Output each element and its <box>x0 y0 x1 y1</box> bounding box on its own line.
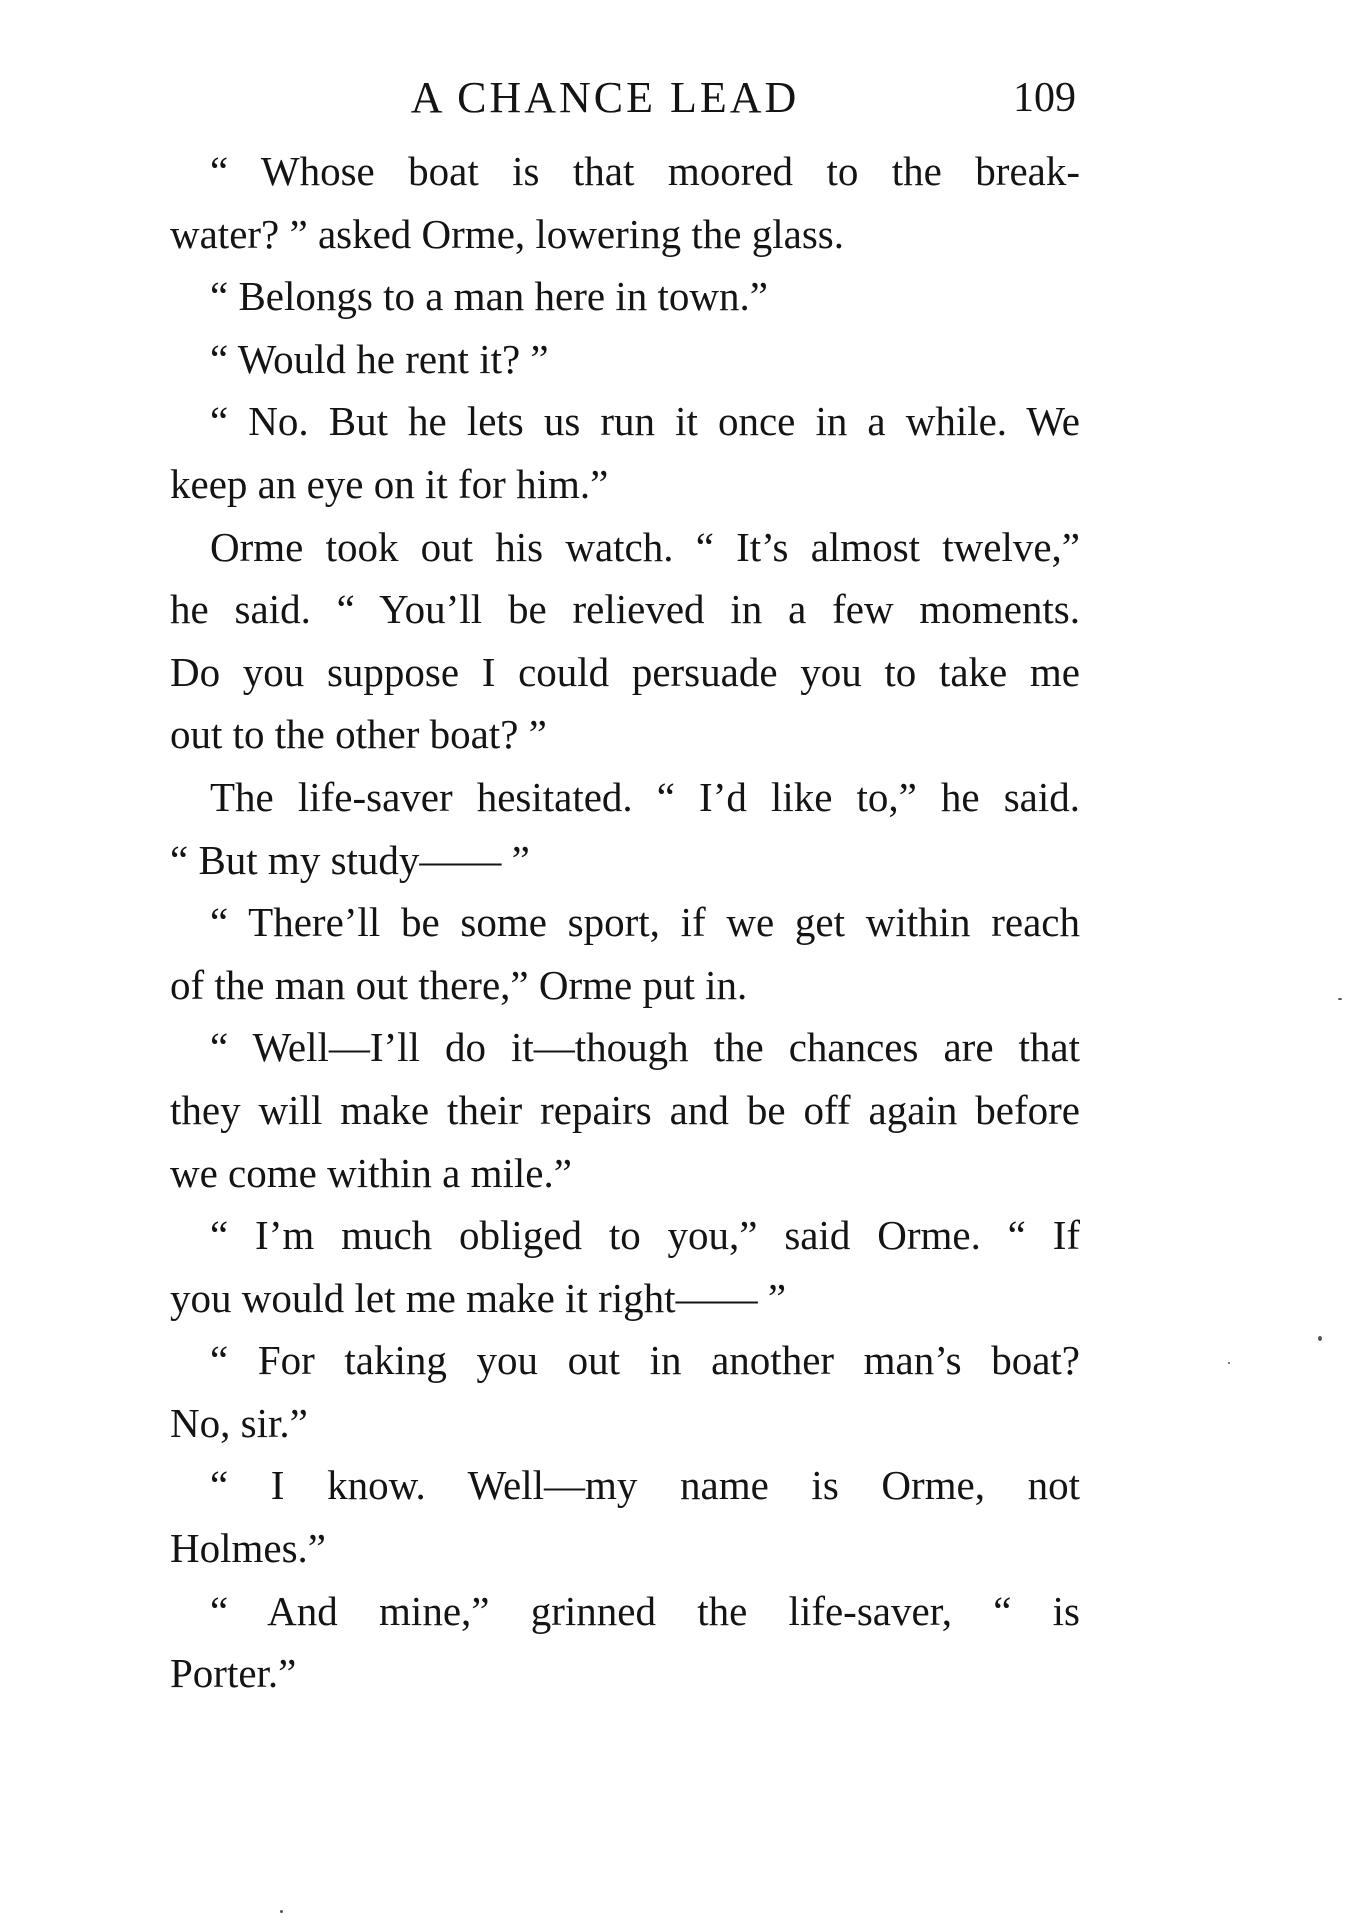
page-number: 109 <box>1013 75 1076 121</box>
text-line: water? ” asked Orme, lowering the glass. <box>170 210 844 257</box>
text-line: “ Would he rent it? ” <box>210 335 549 382</box>
paragraph <box>130 1204 1080 1329</box>
paragraph <box>130 1454 1080 1579</box>
text-line: Holmes.” <box>170 1525 326 1572</box>
paragraph <box>130 1580 1080 1705</box>
text-line: you would let me make it right—— ” <box>170 1274 787 1321</box>
body-text <box>130 140 1080 1705</box>
scan-speck <box>1228 1362 1230 1364</box>
paragraph <box>130 766 1080 891</box>
text-line: “ No. But he lets us run it once in a while. We <box>210 398 1080 445</box>
text-line: keep an eye on it for him.” <box>170 460 609 507</box>
text-line: “ I’m much obliged to you,” said Orme. “ If <box>210 1212 1080 1259</box>
text-line: “ Whose boat is that moored to the break- <box>210 148 1080 194</box>
text-line: he said. “ You’ll be relieved in a few moments. <box>170 586 1080 633</box>
text-line: of the man out there,” Orme put in. <box>170 961 748 1008</box>
running-head: A CHANCE LEAD <box>410 73 800 122</box>
paragraph <box>130 140 1080 265</box>
paragraph <box>130 1016 1080 1204</box>
text-line: “ But my study—— ” <box>170 836 530 883</box>
text-line: Porter.” <box>170 1650 297 1697</box>
scan-speck <box>280 1910 283 1913</box>
text-line: they will make their repairs and be off again before <box>170 1086 1080 1133</box>
paragraph <box>130 328 1080 391</box>
page-header <box>130 68 1080 128</box>
paragraph <box>130 1329 1080 1454</box>
text-line: we come within a mile.” <box>170 1149 572 1196</box>
text-line: out to the other boat? ” <box>170 711 547 758</box>
text-line: “ For taking you out in another man’s boat? <box>210 1337 1080 1384</box>
text-line: “ And mine,” grinned the life-saver, “ is <box>210 1587 1080 1634</box>
paragraph <box>130 516 1080 766</box>
text-line: Do you suppose I could persuade you to take me <box>170 648 1080 695</box>
text-line: No, sir.” <box>170 1399 308 1446</box>
text-line: “ Belongs to a man here in town.” <box>210 273 768 320</box>
scan-speck <box>1318 1336 1322 1341</box>
text-line: Orme took out his watch. “ It’s almost twelve,” <box>210 523 1080 570</box>
text-line: “ Well—I’ll do it—though the chances are that <box>210 1024 1080 1071</box>
text-line: The life-saver hesitated. “ I’d like to,” he said. <box>210 773 1080 820</box>
text-line: “ There’ll be some sport, if we get within reach <box>210 899 1080 946</box>
paragraph <box>130 265 1080 328</box>
text-line: “ I know. Well—my name is Orme, not <box>210 1462 1080 1509</box>
paragraph <box>130 891 1080 1016</box>
paragraph <box>130 390 1080 515</box>
scan-speck <box>1338 998 1342 1000</box>
